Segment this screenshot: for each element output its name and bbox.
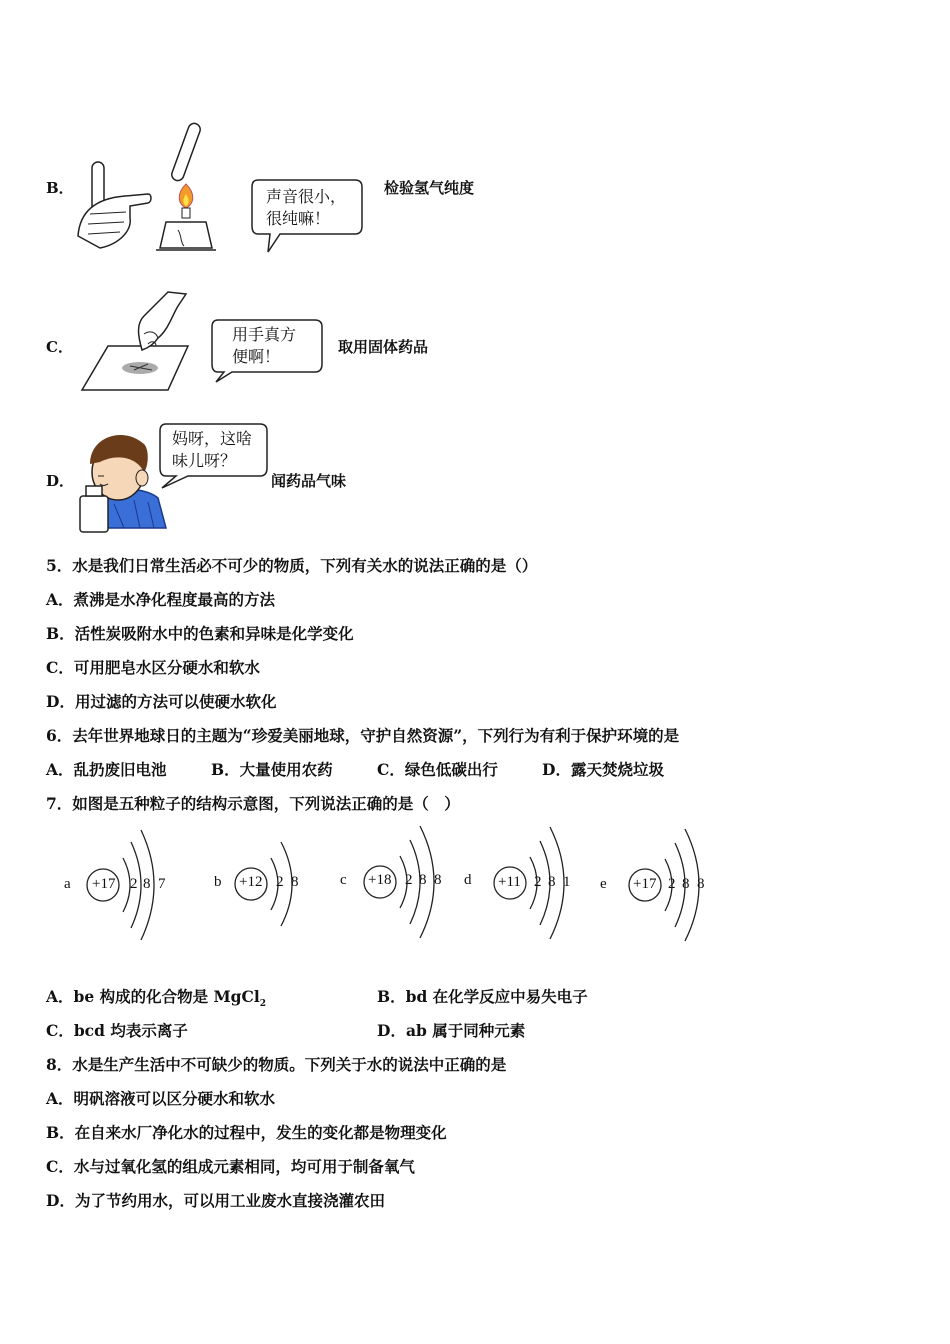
atom-e-letter: e (600, 876, 607, 892)
atom-b-letter: b (214, 874, 222, 890)
atom-a-shell-2: 8 (143, 876, 151, 892)
q7-option-a-subscript: 2 (259, 999, 267, 1010)
atom-a-nucleus: +17 (92, 876, 116, 892)
q5-option-a: A．煮沸是水净化程度最高的方法 (46, 590, 276, 609)
q7-option-b: B．bd 在化学反应中易失电子 (377, 987, 588, 1006)
atom-e-shell-2: 8 (682, 876, 690, 892)
option-c-label: C． (46, 338, 73, 356)
atom-a-shell-3: 7 (158, 876, 166, 892)
atom-e-nucleus: +17 (633, 876, 657, 892)
bubble-d-line-1: 妈呀，这啥 (172, 429, 253, 448)
speech-bubble-c-text (232, 324, 296, 368)
atom-b-shell-2: 8 (291, 874, 299, 890)
q8-option-d: D．为了节约用水，可以用工业废水直接浇灌农田 (46, 1191, 385, 1210)
option-b-caption: 检验氢气纯度 (384, 179, 475, 197)
q6-option-c: C．绿色低碳出行 (377, 760, 498, 779)
bubble-c-line-2: 便啊！ (232, 347, 281, 366)
speech-bubble-d-text (172, 428, 252, 472)
q5-stem: 5．水是我们日常生活必不可少的物质，下列有关水的说法正确的是（） (46, 556, 538, 575)
atom-d-nucleus: +11 (498, 874, 521, 890)
atom-d-letter: d (464, 872, 472, 888)
atom-e-shell-3: 8 (697, 876, 705, 892)
atom-b-nucleus: +12 (239, 874, 263, 890)
q5-option-d: D．用过滤的方法可以使硬水软化 (46, 692, 277, 711)
atom-c-shell-1: 2 (405, 872, 413, 888)
q7-option-a (46, 985, 266, 1009)
option-b-label: B． (46, 179, 74, 197)
q8-option-a: A．明矾溶液可以区分硬水和软水 (46, 1089, 276, 1108)
q8-option-b: B．在自来水厂净化水的过程中，发生的变化都是物理变化 (46, 1123, 447, 1142)
bubble-c-line-1: 用手真方 (232, 325, 297, 344)
q5-option-b: B．活性炭吸附水中的色素和异味是化学变化 (46, 624, 354, 643)
atom-e-shell-1: 2 (668, 876, 676, 892)
atom-a-letter: a (64, 876, 71, 892)
atom-c-shell-2: 8 (419, 872, 427, 888)
q7-stem: 7．如图是五种粒子的结构示意图，下列说法正确的是（ ） (46, 794, 460, 813)
q6-option-a: A．乱扔废旧电池 (46, 760, 167, 779)
q8-stem: 8．水是生产生活中不可缺少的物质。下列关于水的说法中正确的是 (46, 1055, 507, 1074)
q5-option-c: C．可用肥皂水区分硬水和软水 (46, 658, 260, 677)
atom-c-letter: c (340, 872, 347, 888)
atom-d-shell-1: 2 (534, 874, 542, 890)
q7-option-d: D．ab 属于同种元素 (377, 1021, 526, 1040)
q6-option-d: D．露天焚烧垃圾 (542, 760, 664, 779)
speech-bubble-b-text (266, 186, 346, 230)
atom-d-shell-2: 8 (548, 874, 556, 890)
q7-option-c: C．bcd 均表示离子 (46, 1021, 188, 1040)
atom-b-shell-1: 2 (276, 874, 284, 890)
atom-structure-diagrams (0, 820, 950, 950)
q7-option-a-text: A．be 构成的化合物是 MgCl (46, 987, 260, 1006)
bubble-b-line-1: 声音很小， (266, 187, 347, 206)
bubble-b-line-2: 很纯嘛！ (266, 209, 331, 228)
q6-stem: 6．去年世界地球日的主题为“珍爱美丽地球，守护自然资源”，下列行为有利于保护环境的是 (46, 726, 680, 745)
atom-d-shell-3: 1 (563, 874, 571, 890)
option-d-caption: 闻药品气味 (271, 472, 347, 490)
bubble-d-line-2: 味儿呀？ (172, 451, 237, 470)
option-d-label: D． (46, 472, 75, 490)
q8-option-c: C．水与过氧化氢的组成元素相同，均可用于制备氧气 (46, 1157, 415, 1176)
option-c-caption: 取用固体药品 (338, 338, 429, 356)
atom-a-shell-1: 2 (130, 876, 138, 892)
atom-c-shell-3: 8 (434, 872, 442, 888)
hydrogen-test-illustration (70, 118, 230, 258)
q6-option-b: B．大量使用农药 (211, 760, 333, 779)
solid-reagent-illustration (78, 286, 208, 396)
atom-c-nucleus: +18 (368, 872, 392, 888)
